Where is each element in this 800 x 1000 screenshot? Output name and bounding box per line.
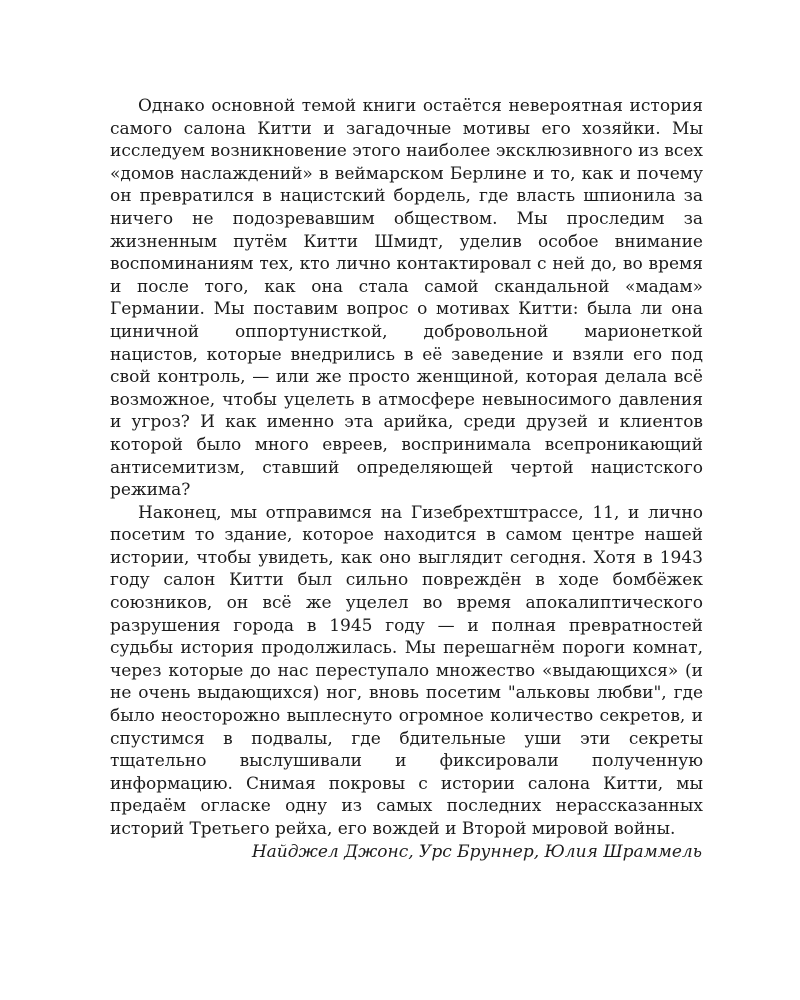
- body-text: [110, 95, 703, 841]
- paragraph-1: Однако основной темой книги остаётся невероятная история самого салона Китти и загадочные мотивы его хозяйки. Мы исследуем возникновение этого наиболее эксклюзивного из всех «домов наслаждений» в веймарском Берлине и то, как и почему он превратился в нацистский бордель, где власть шпионила за ничего не подозревавшим обществом. Мы проследим за жизненным путём Китти Шмидт, уделив особое внимание воспоминаниям тех, кто лично контактировал с ней до, во время и после того, как она стала самой скандальной «мадам» Германии. Мы поставим вопрос о мотивах Китти: была ли она циничной оппортунисткой, добровольной марионеткой нацистов, которые внедрились в её заведение и взяли его под свой контроль, — или же просто женщиной, которая делала всё возможное, чтобы уцелеть в атмосфере невыносимого давления и угроз? И как именно эта арийка, среди друзей и клиентов которой было много евреев, воспринимала всепроникающий антисемитизм, ставший определяющей чертой нацистского режима?: [110, 96, 703, 501]
- paragraph-2: Наконец, мы отправимся на Гизебрехтштрассе, 11, и лично посетим то здание, которое находится в самом центре нашей истории, чтобы увидеть, как оно выглядит сегодня. Хотя в 1943 году салон Китти был сильно повреждён в ходе бомбёжек союзников, он всё же уцелел во время апокалиптического разрушения города в 1945 году — и полная превратностей судьбы история продолжилась. Мы перешагнём пороги комнат, через которые до нас переступало множество «выдающихся» (и не очень выдающихся) ног, вновь посетим "альковы любви", где было неосторожно выплеснуто огромное количество секретов, и спустимся в подвалы, где бдительные уши эти секреты тщательно выслушивали и фиксировали полученную информацию. Снимая покровы с истории салона Китти, мы предаём огласке одну из самых последних нерассказанных историй Третьего рейха, его вождей и Второй мировой войны.: [110, 502, 703, 839]
- authors-signature: Найджел Джонс, Урс Бруннер, Юлия Шраммель: [251, 842, 702, 862]
